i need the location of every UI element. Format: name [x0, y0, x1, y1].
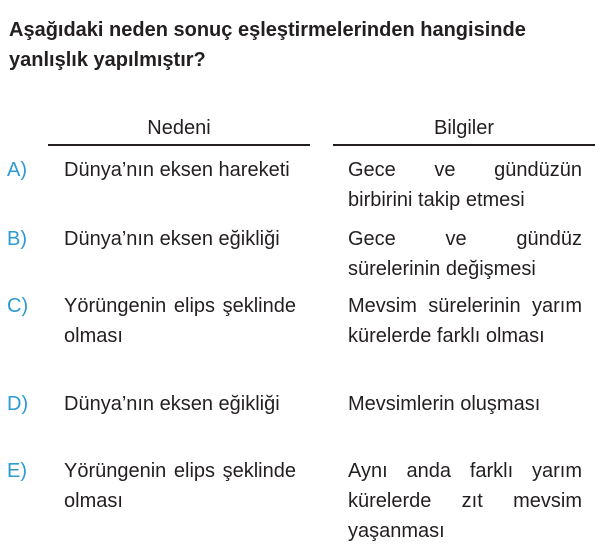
question-text: Aşağıdaki neden sonuç eşleştirmelerinden hangisinde yanlışlık yapılmıştır?	[9, 19, 526, 71]
option-cause: Yörüngenin elips şeklinde olması	[64, 295, 296, 347]
option-cause: Dünya’nın eksen eğikliği	[64, 228, 280, 250]
option-cause: Dünya’nın eksen hareketi	[64, 159, 290, 181]
info-column-header: Bilgiler	[433, 117, 495, 139]
option-cause: Dünya’nın eksen eğikliği	[64, 393, 280, 415]
option-info: Aynı anda farklı yarım kürelerde zıt mevsim yaşanması	[348, 460, 582, 542]
cause-header-divider	[48, 144, 310, 146]
option-info: Gece ve gündüzün birbirini takip etmesi	[348, 159, 582, 211]
option-info: Mevsimlerin oluşması	[348, 393, 541, 415]
cause-column-header: Nedeni	[147, 117, 211, 139]
option-letter: C)	[7, 295, 29, 317]
option-info: Gece ve gündüz sürelerinin değişmesi	[348, 228, 582, 280]
option-info: Mevsim sürelerinin yarım kürelerde farklı olması	[348, 295, 582, 347]
option-letter: D)	[7, 393, 29, 415]
option-letter: B)	[7, 228, 27, 250]
option-cause: Yörüngenin elips şeklinde olması	[64, 460, 296, 512]
option-letter: E)	[7, 460, 27, 482]
option-letter: A)	[7, 159, 27, 181]
info-header-divider	[333, 144, 595, 146]
